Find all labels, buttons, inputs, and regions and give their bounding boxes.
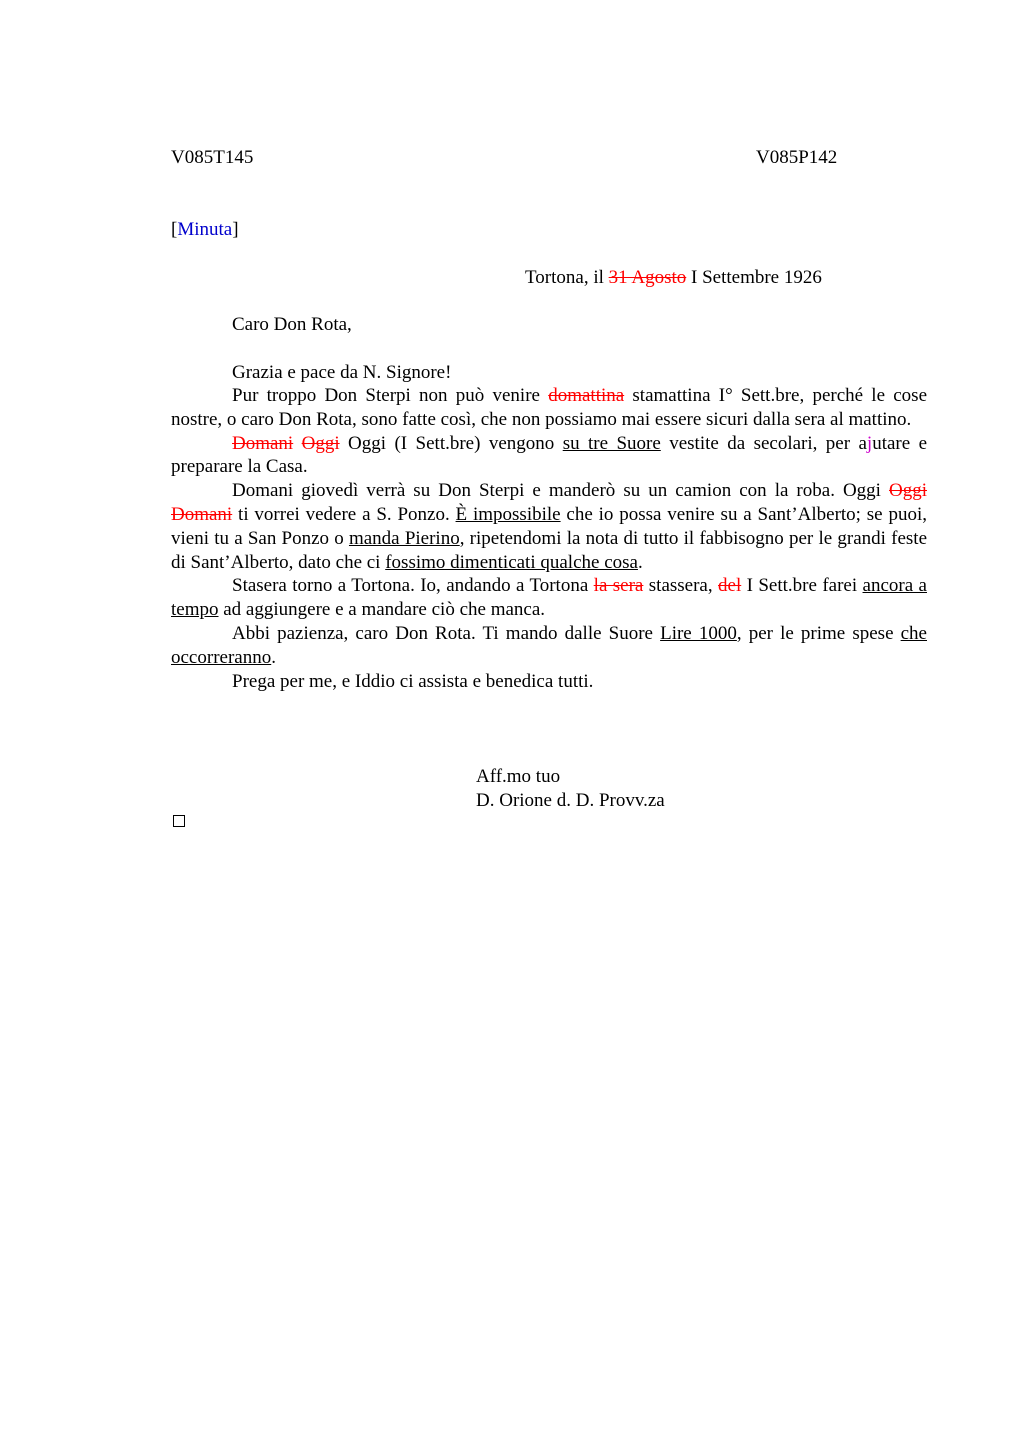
paragraph-4 [171,574,927,622]
underlined-phrase: su tre Suore [562,432,661,454]
underlined-phrase: Lire 1000 [660,622,737,644]
text-run: ti vorrei vedere a S. Ponzo. [232,503,456,525]
text-run: , per le prime spese [736,622,901,644]
deleted-date: 31 Agosto [608,267,687,288]
deleted-word: Oggi [301,432,340,454]
paragraph-3 [171,479,927,574]
underlined-phrase: che occorreranno [171,622,927,668]
paragraph-5 [171,622,927,670]
signature: D. Orione d. D. Provv.za [476,790,665,811]
underlined-phrase: manda Pierino [348,527,460,549]
document-code-left: V085T145 [171,147,254,168]
text-run: . [271,646,276,668]
text-run: che io possa venire su a Sant’Alberto; se puoi, vieni tu a San Ponzo o [171,503,927,549]
inserted-letter: j [866,432,873,454]
text-run: Oggi (I Sett.bre) vengono [339,432,563,454]
text-run: Stasera torno a Tortona. Io, andando a Tortona [232,575,594,597]
text-run: Pur troppo Don Sterpi non può venire [232,385,549,406]
paragraph-1 [171,384,927,432]
underlined-phrase: È impossibile [455,503,561,525]
text-run: . [637,551,643,573]
bracket-close: ] [232,219,239,240]
text-run: vestite da secolari, per a [660,432,867,454]
dateline [525,266,822,290]
letter-body [171,384,927,693]
text-run: I Sett.bre farei [741,575,863,597]
deleted-word: del [718,575,742,597]
deleted-word: domattina [548,385,625,406]
salutation: Caro Don Rota, [232,314,352,335]
dateline-date: I Settembre 1926 [686,267,822,288]
text-run: Domani giovedì verrà su Don Sterpi e manderò su un camion con la roba. Oggi [232,480,889,502]
text-run: Abbi pazienza, caro Don Rota. Ti mando dalle Suore [232,622,661,644]
paragraph-6: Prega per me, e Iddio ci assista e benedica tutti. [232,670,594,692]
closing-line-1: Aff.mo tuo [476,766,561,787]
deleted-word: Domani [232,432,294,454]
document-type-label [171,218,239,242]
text-run: utare e preparare la Casa. [171,432,928,478]
underlined-phrase: fossimo dimenticati qualche cosa [385,551,638,573]
dateline-prefix: Tortona, il [525,267,609,288]
text-run: stassera, [643,575,719,597]
minuta-label: Minuta [177,219,233,240]
deleted-word: la sera [593,575,644,597]
underlined-phrase: ancora a tempo [171,575,927,621]
bracket-open: [ [171,219,178,240]
paragraph-2 [171,432,927,480]
text-run: stamattina I° Sett.bre, perché le cose nostre, o caro Don Rota, sono fatte così, che non possiamo mai essere sicuri dalla sera al mattino. [171,385,928,430]
deleted-word: Oggi Domani [171,480,927,525]
end-marker-box-icon [173,815,185,827]
text-run: ad aggiungere e a mandare ciò che manca. [218,599,546,621]
greeting: Grazia e pace da N. Signore! [232,362,452,383]
document-code-right: V085P142 [756,147,838,168]
text-run: , ripetendomi la nota di tutto il fabbisogno per le grandi feste di Sant’Alberto, dato che ci [171,527,928,573]
